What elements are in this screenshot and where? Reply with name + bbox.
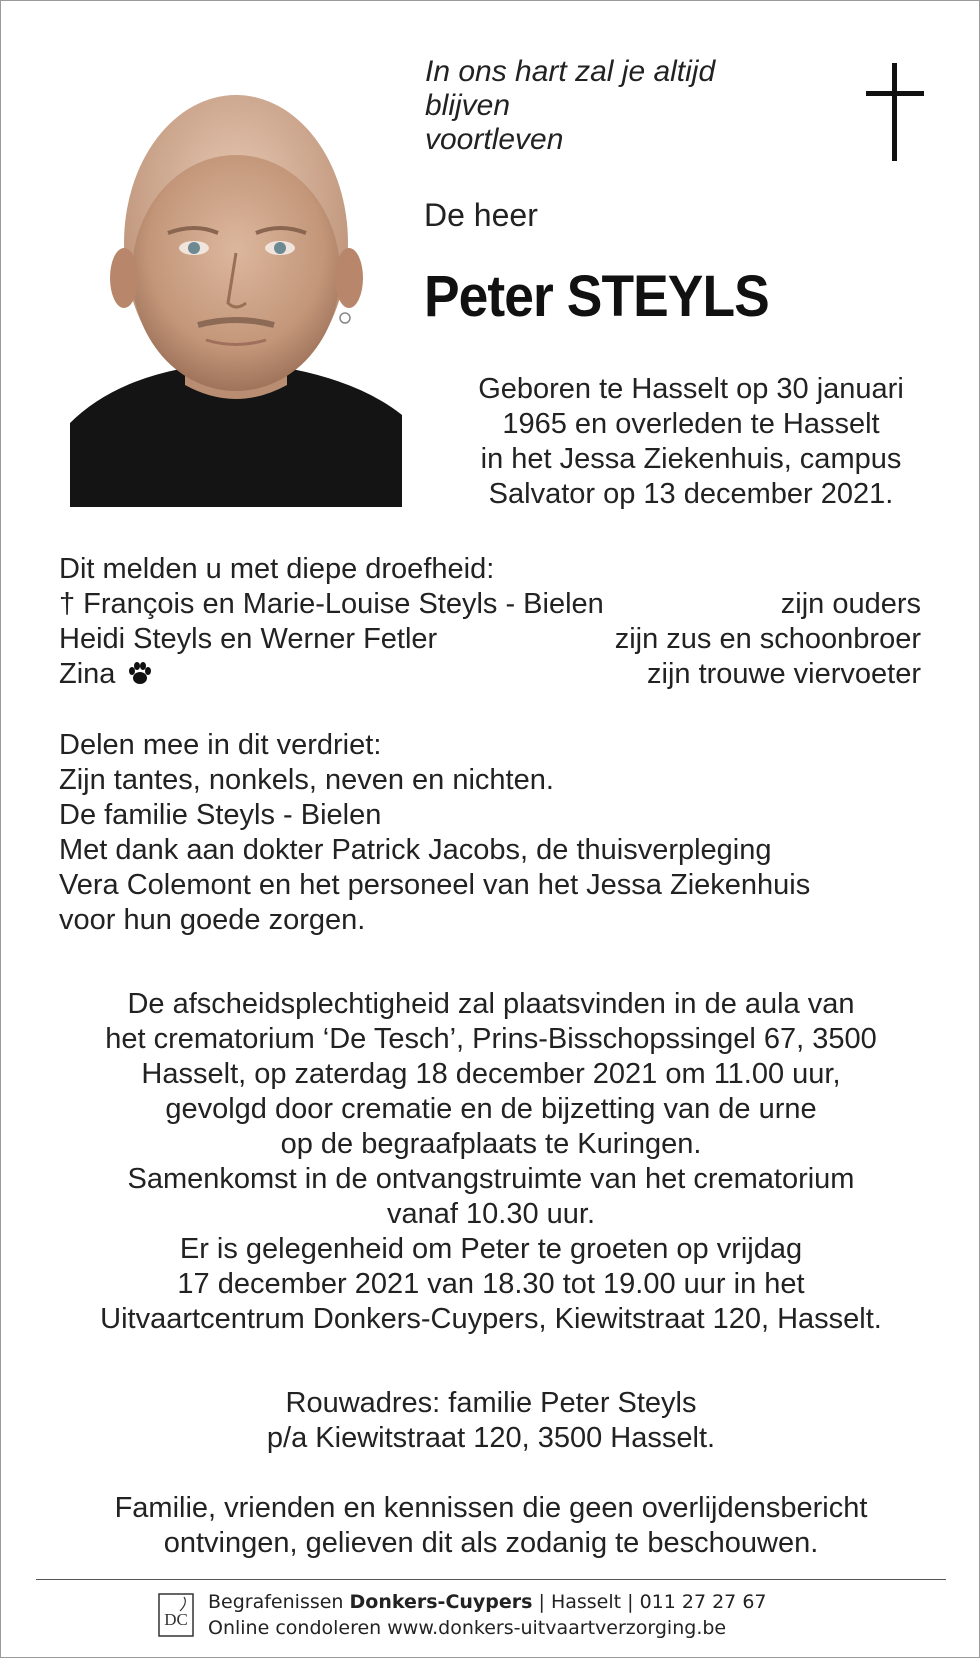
footer-line-1 <box>208 1589 767 1615</box>
family-relation: zijn ouders <box>780 588 921 620</box>
share-line: De familie Steyls - Bielen <box>59 799 382 831</box>
mourning-address <box>41 1386 941 1456</box>
family-name: † François en Marie-Louise Steyls - Bielen <box>59 588 604 620</box>
share-line: Vera Colemont en het personeel van het Jessa Ziekenhuis <box>59 869 811 901</box>
address-line: p/a Kiewitstraat 120, 3500 Hasselt. <box>266 1422 716 1454</box>
footer-line-2 <box>208 1615 767 1641</box>
share-line: voor hun goede zorgen. <box>59 904 366 936</box>
company-name: Donkers-Cuypers <box>349 1591 533 1613</box>
website-link[interactable]: www.donkers-uitvaartverzorging.be <box>387 1617 727 1639</box>
share-line: Delen mee in dit verdriet: <box>59 729 382 761</box>
family-relation: zijn trouwe viervoeter <box>647 658 921 690</box>
birth-line: Salvator op 13 december 2021. <box>488 478 894 510</box>
family-row <box>59 587 921 622</box>
deceased-name: Peter STEYLS <box>424 264 769 329</box>
sharing-section <box>59 728 921 938</box>
share-line: Zijn tantes, nonkels, neven en nichten. <box>59 764 554 796</box>
ceremony-section <box>41 987 941 1337</box>
footer <box>158 1585 767 1645</box>
birth-line: Geboren te Hasselt op 30 januari <box>478 373 904 405</box>
salutation: De heer <box>424 197 538 233</box>
birth-line: 1965 en overleden te Hasselt <box>502 408 880 440</box>
share-line: Met dank aan dokter Patrick Jacobs, de thuisverpleging <box>59 834 772 866</box>
ceremony-line: gevolgd door crematie en de bijzetting van de urne <box>165 1093 817 1125</box>
family-name: Heidi Steyls en Werner Fetler <box>59 623 438 655</box>
ceremony-line: Hasselt, op zaterdag 18 december 2021 om 11.00 uur, <box>141 1058 841 1090</box>
footer-details: | Hasselt | 011 27 27 67 <box>532 1591 767 1613</box>
paw-icon <box>127 660 153 686</box>
motto-line: In ons hart zal je altijd blijven <box>425 55 716 122</box>
family-name-wrap <box>59 657 153 692</box>
birth-line: in het Jessa Ziekenhuis, campus <box>480 443 902 475</box>
motto-line: voortleven <box>425 123 564 156</box>
ceremony-line: Uitvaartcentrum Donkers-Cuypers, Kiewitstraat 120, Hasselt. <box>100 1303 882 1335</box>
announcement-intro: Dit melden u met diepe droefheid: <box>59 553 495 585</box>
birth-death-info <box>431 372 951 512</box>
footer-divider <box>36 1579 946 1580</box>
footer-text <box>208 1589 767 1641</box>
closing-note <box>41 1491 941 1561</box>
family-row <box>59 657 921 692</box>
cross-icon <box>866 63 924 161</box>
portrait-illustration <box>70 93 402 507</box>
announcement-section <box>59 552 921 692</box>
online-label: Online condoleren <box>208 1617 388 1639</box>
dc-logo <box>158 1593 194 1637</box>
logo-text: DC <box>164 1610 188 1629</box>
family-relation: zijn zus en schoonbroer <box>614 623 921 655</box>
portrait-photo <box>70 93 402 507</box>
ceremony-line: De afscheidsplechtigheid zal plaatsvinden in de aula van <box>127 988 855 1020</box>
ceremony-line: het crematorium ‘De Tesch’, Prins-Bisschopssingel 67, 3500 <box>105 1023 877 1055</box>
ceremony-line: 17 december 2021 van 18.30 tot 19.00 uur in het <box>177 1268 805 1300</box>
motto <box>425 55 805 157</box>
ceremony-line: Er is gelegenheid om Peter te groeten op vrijdag <box>179 1233 803 1265</box>
family-row <box>59 622 921 657</box>
footer-prefix: Begrafenissen <box>208 1591 350 1613</box>
ceremony-line: vanaf 10.30 uur. <box>387 1198 595 1230</box>
address-line: Rouwadres: familie Peter Steyls <box>285 1387 697 1419</box>
closing-line: ontvingen, gelieven dit als zodanig te beschouwen. <box>163 1527 819 1559</box>
family-name: Zina <box>59 658 116 690</box>
closing-line: Familie, vrienden en kennissen die geen overlijdensbericht <box>114 1492 868 1524</box>
ceremony-line: op de begraafplaats te Kuringen. <box>280 1128 702 1160</box>
ceremony-line: Samenkomst in de ontvangstruimte van het crematorium <box>127 1163 855 1195</box>
